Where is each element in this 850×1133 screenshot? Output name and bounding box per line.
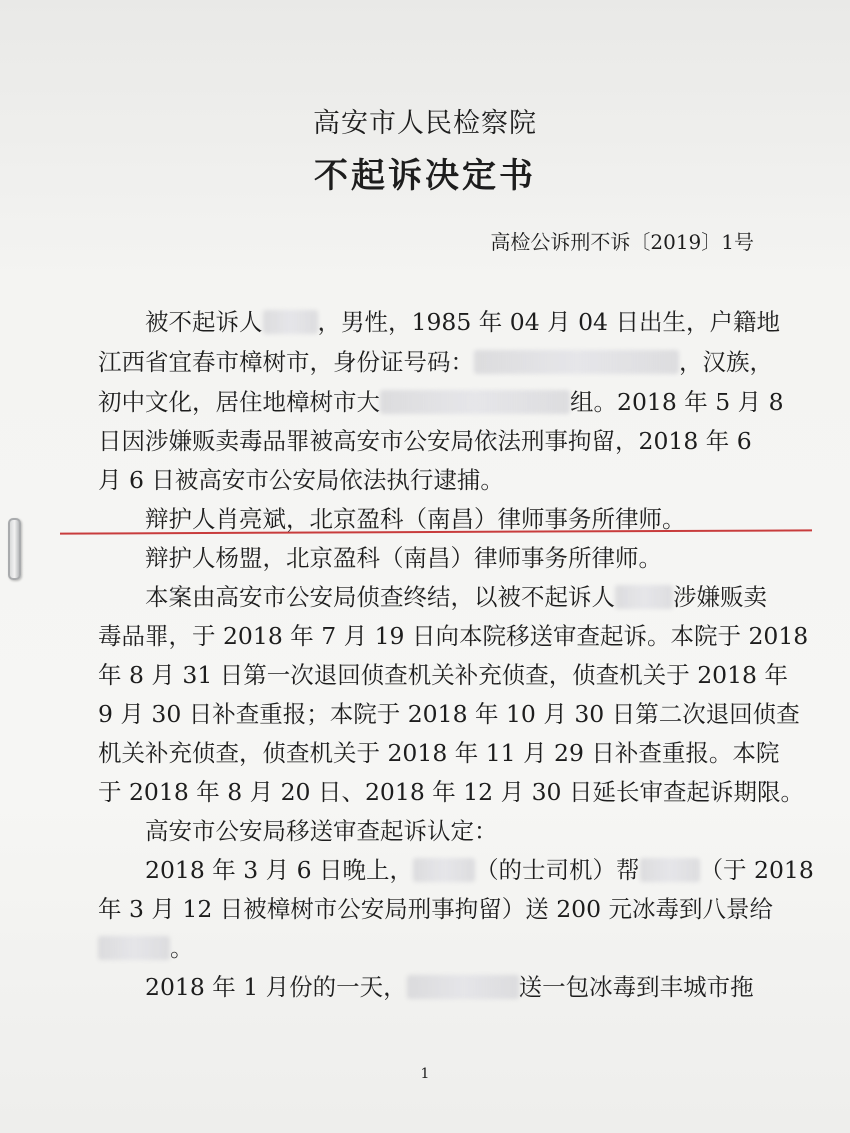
body-line: 毒品罪，于 2018 年 7 月 19 日向本院移送审查起诉。本院于 2018 — [98, 622, 809, 650]
redacted-name — [413, 858, 475, 882]
redacted-name — [263, 310, 318, 334]
body-line: 。 — [98, 932, 194, 964]
page-number: 1 — [420, 1066, 430, 1082]
defense-counsel-2: 辩护人杨盟，北京盈科（南昌）律师事务所律师。 — [145, 544, 662, 572]
body-line: 被不起诉人 ，男性，1985 年 04 月 04 日出生，户籍地 — [145, 308, 780, 336]
staple — [8, 518, 21, 580]
body-line: 2018 年 3 月 6 日晚上， （的士司机）帮 （于 2018 — [145, 856, 814, 884]
redacted-name — [615, 585, 673, 609]
document-number: 高检公诉刑不诉〔2019〕1号 — [490, 230, 754, 254]
body-line: 9 月 30 日补查重报；本院于 2018 年 10 月 30 日第二次退回侦查 — [98, 700, 800, 728]
redacted-address — [380, 390, 570, 414]
redacted-name — [98, 936, 170, 960]
body-line: 日因涉嫌贩卖毒品罪被高安市公安局依法刑事拘留，2018 年 6 — [98, 427, 752, 455]
defense-counsel-1: 辩护人肖亮斌，北京盈科（南昌）律师事务所律师。 — [145, 505, 686, 533]
body-line: 于 2018 年 8 月 20 日、2018 年 12 月 30 日延长审查起诉期限。 — [98, 778, 804, 806]
redacted-id-number — [474, 350, 679, 374]
body-line: 机关补充侦查，侦查机关于 2018 年 11 月 29 日补查重报。本院 — [98, 739, 780, 767]
redacted-name — [407, 975, 519, 999]
findings-heading: 高安市公安局移送审查起诉认定： — [145, 817, 498, 845]
body-line: 2018 年 1 月份的一天， 送一包冰毒到丰城市拖 — [145, 973, 754, 1001]
issuing-authority-title: 高安市人民检察院 — [313, 108, 537, 139]
document-type-title: 不起诉决定书 — [314, 156, 536, 196]
redacted-name — [640, 858, 700, 882]
body-line: 本案由高安市公安局侦查终结，以被不起诉人 涉嫌贩卖 — [145, 583, 767, 611]
body-line: 江西省宜春市樟树市，身份证号码： ，汉族， — [98, 348, 773, 376]
body-line: 年 8 月 31 日第一次退回侦查机关补充侦查，侦查机关于 2018 年 — [98, 661, 788, 689]
body-line: 初中文化，居住地樟树市大 组。2018 年 5 月 8 — [98, 388, 784, 416]
body-line: 月 6 日被高安市公安局依法执行逮捕。 — [98, 466, 504, 494]
body-line: 年 3 月 12 日被樟树市公安局刑事拘留）送 200 元冰毒到八景给 — [98, 895, 774, 923]
